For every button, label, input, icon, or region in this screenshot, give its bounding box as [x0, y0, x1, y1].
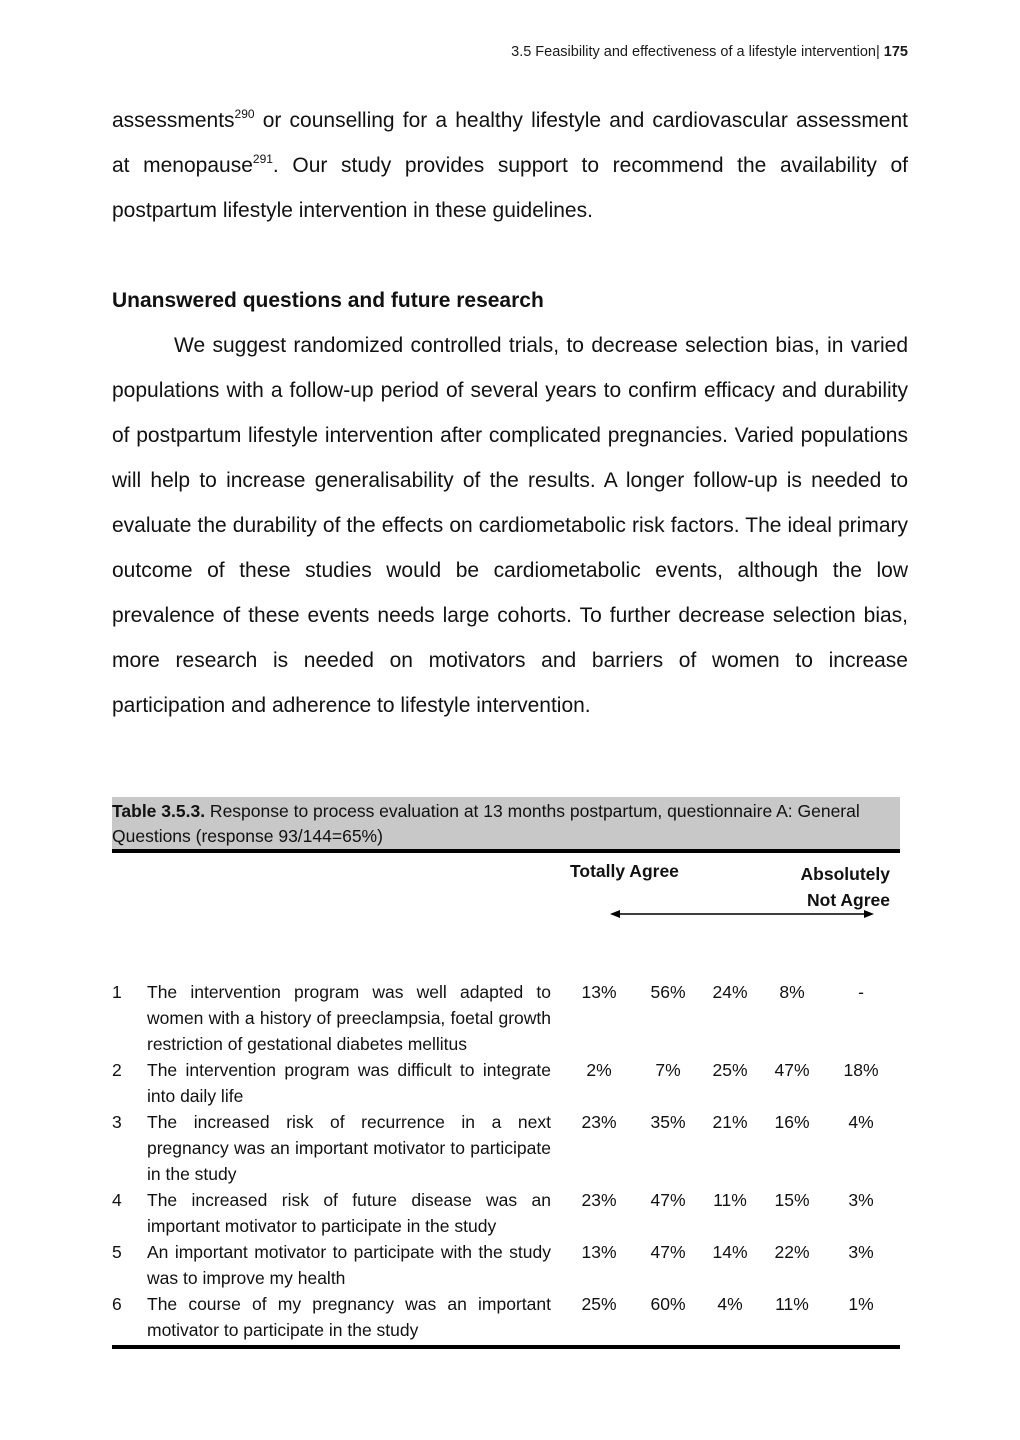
value-cell: 3%: [848, 1190, 874, 1210]
text-segment: . Our study provides support to recommend the availability of postpartum lifestyle intervention in these guidelines.: [112, 154, 908, 222]
body-text: [112, 98, 908, 728]
value-cell: 4%: [848, 1112, 874, 1132]
citation-291: 291: [252, 152, 273, 166]
value-cell: 16%: [774, 1112, 810, 1132]
value-cell: 4%: [717, 1294, 743, 1314]
row-question: The intervention program was well adapted to women with a history of preeclampsia, foetal growth restriction of gestational diabetes mellitus: [147, 982, 551, 1054]
value-cell: 3%: [848, 1242, 874, 1262]
row-number: 1: [112, 982, 122, 1002]
value-cell: -: [858, 982, 864, 1002]
value-cell: 1%: [848, 1294, 874, 1314]
value-cell: 25%: [581, 1294, 617, 1314]
table-header: [112, 853, 900, 933]
value-cell: 15%: [774, 1190, 810, 1210]
value-cell: 11%: [775, 1294, 809, 1314]
value-cell: 11%: [713, 1190, 747, 1210]
value-cell: 35%: [650, 1112, 686, 1132]
value-cell: 23%: [581, 1112, 617, 1132]
text-segment: or counselling for a healthy lifestyle and cardiovascular assessment at menopause: [112, 109, 908, 177]
header-absolutely-not-agree: [801, 861, 890, 913]
table-bottom-rule: [112, 1345, 900, 1349]
table-body: [112, 979, 900, 1343]
running-head-separator: |: [875, 44, 880, 60]
value-cell: 22%: [774, 1242, 810, 1262]
table-3-5-3: [112, 797, 900, 1349]
table-row: [112, 979, 900, 1057]
table-row: [112, 1057, 900, 1109]
row-number: 2: [112, 1060, 122, 1080]
value-cell: 21%: [712, 1112, 748, 1132]
value-cell: 14%: [712, 1242, 748, 1262]
page-number: 175: [883, 44, 908, 60]
row-question: The increased risk of future disease was an important motivator to participate in the study: [147, 1190, 551, 1236]
citation-290: 290: [234, 107, 255, 121]
paragraph-future-research: We suggest randomized controlled trials, to decrease selection bias, in varied populations with a follow-up period of several years to confirm efficacy and durability of postpartum lifestyle intervention after complicated pregnancies. Varied populations will help to increase generalisability of the results. A longer follow-up is needed to evaluate the durability of the effects on cardiometabolic risk factors. The ideal primary outcome of these studies would be cardiometabolic events, although the low prevalence of these events needs large cohorts. To further decrease selection bias, more research is needed on motivators and barriers of women to increase participation and adherence to lifestyle intervention.: [112, 334, 908, 717]
value-cell: 8%: [779, 982, 805, 1002]
section-heading: Unanswered questions and future research: [112, 289, 544, 312]
row-question: An important motivator to participate with the study was to improve my health: [147, 1242, 551, 1288]
double-arrow-icon: [610, 909, 874, 919]
header-right-line1: Absolutely: [800, 864, 890, 884]
table-row: [112, 1109, 900, 1187]
running-head: [511, 44, 908, 60]
header-totally-agree: Totally Agree: [570, 861, 679, 881]
value-cell: 7%: [655, 1060, 681, 1080]
paragraph-guidelines: [112, 98, 908, 233]
value-cell: 2%: [586, 1060, 612, 1080]
row-number: 5: [112, 1242, 122, 1262]
value-cell: 13%: [581, 1242, 617, 1262]
table-row: [112, 1239, 900, 1291]
value-cell: 23%: [581, 1190, 617, 1210]
header-right-line2: Not Agree: [807, 890, 890, 910]
running-head-title: 3.5 Feasibility and effectiveness of a lifestyle intervention: [511, 44, 876, 60]
value-cell: 56%: [650, 982, 686, 1002]
value-cell: 24%: [712, 982, 748, 1002]
row-question: The course of my pregnancy was an important motivator to participate in the study: [147, 1294, 551, 1340]
table-caption: [112, 797, 900, 853]
value-cell: 13%: [581, 982, 617, 1002]
value-cell: 60%: [650, 1294, 686, 1314]
row-number: 3: [112, 1112, 122, 1132]
value-cell: 18%: [843, 1060, 879, 1080]
table-caption-text: Response to process evaluation at 13 months postpartum, questionnaire A: General Questions (response 93/144=65%): [112, 801, 860, 846]
row-number: 4: [112, 1190, 122, 1210]
table-row: [112, 1187, 900, 1239]
value-cell: 47%: [650, 1190, 686, 1210]
row-question: The increased risk of recurrence in a next pregnancy was an important motivator to participate in the study: [147, 1112, 551, 1184]
value-cell: 25%: [712, 1060, 748, 1080]
table-row: [112, 1291, 900, 1343]
value-cell: 47%: [774, 1060, 810, 1080]
value-cell: 47%: [650, 1242, 686, 1262]
table-label: Table 3.5.3.: [112, 801, 206, 821]
row-number: 6: [112, 1294, 122, 1314]
text-segment: assessments: [112, 109, 235, 132]
row-question: The intervention program was difficult to integrate into daily life: [147, 1060, 551, 1106]
